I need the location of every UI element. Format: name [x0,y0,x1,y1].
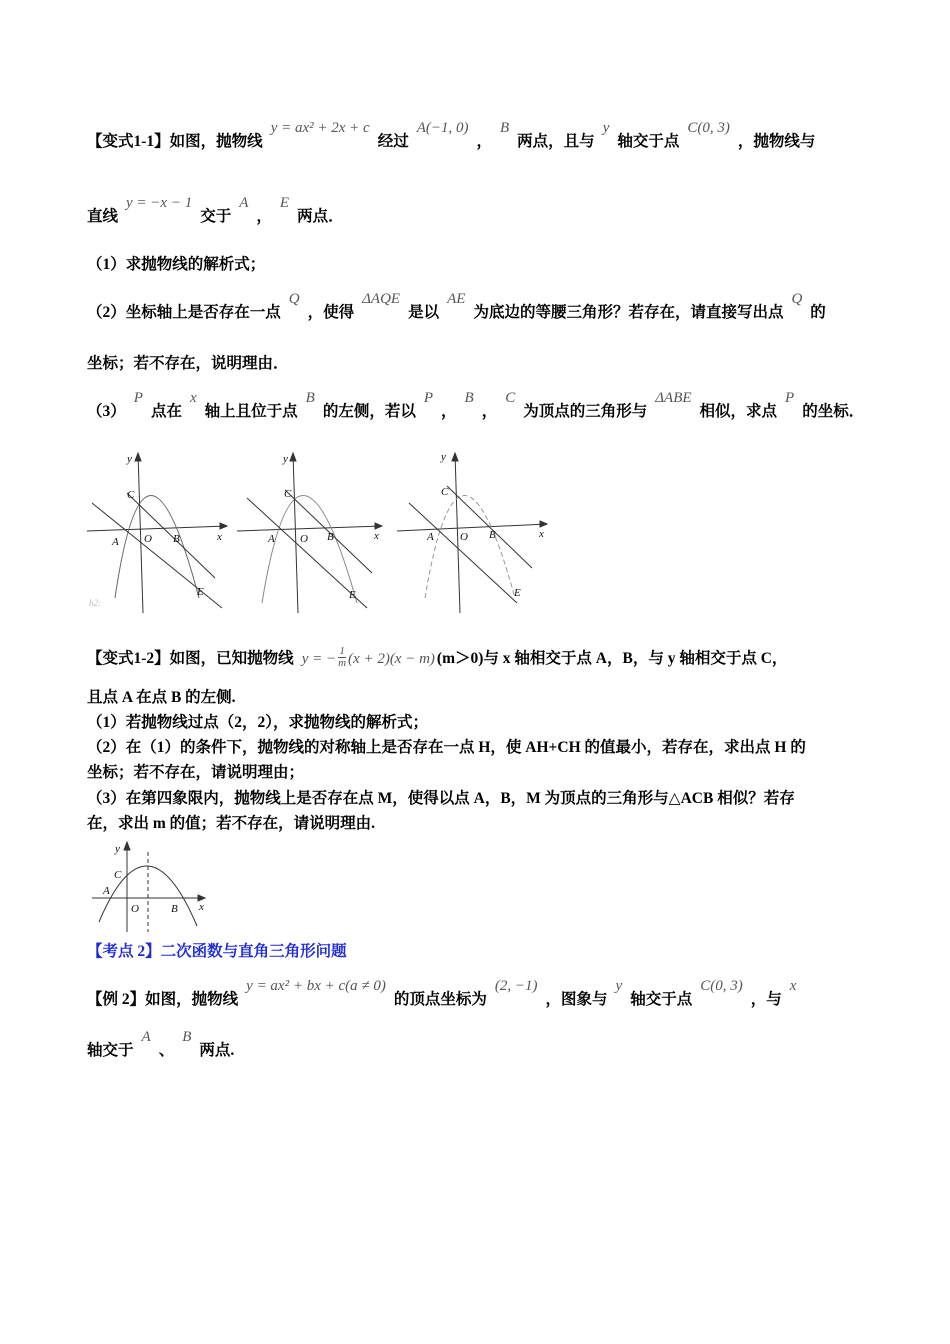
corner-mark: h2: [89,598,101,608]
label-c: C [284,488,292,500]
exercise-1-2-line-1: 【变式1-2】如图，已知抛物线 y = − $\frac{1}{m}$ (x + 2)(x − m) (m＞0)与 x 轴相交于点 A，B，与 y 轴相交于点 C， [87,645,788,669]
label-a: A [427,531,434,543]
label-c: C [441,486,449,498]
label-b: B [173,533,180,545]
label-b: B [327,531,334,543]
x-axis-arrow [375,523,382,529]
graph-3 [397,451,547,613]
label-e: E [349,589,356,601]
x-axis-arrow [220,523,227,529]
question-2-line-1: （2）坐标轴上是否存在一点Q，使得ΔAQE是以AE为底边的等腰三角形？若存在，请直接写出点Q的 [87,291,826,321]
label-x: x [539,528,544,540]
label-x: x [374,530,379,542]
equation-parabola: y = ax² + bx + c(a ≠ 0) [246,978,386,994]
question-2-line-2: 坐标；若不存在，说明理由． [87,355,289,372]
fraction: $\frac{1}{m}$ [338,645,347,669]
label-e: E [197,586,204,598]
label-e: E [514,587,521,599]
y-axis [138,453,143,613]
equation-factors: (x + 2)(x − m) [348,651,435,668]
figure-1-2-graph [87,838,212,934]
y-axis-arrow [135,453,141,461]
example-2-line-1: 【例 2】如图，抛物线y = ax² + bx + c(a ≠ 0)的顶点坐标为(2, −1)，图象与y轴交于点C(0, 3)，与x [87,978,797,1008]
x-axis [87,526,227,531]
label-o: O [144,533,152,545]
example-2-line-2: 轴交于A、B两点. [87,1029,235,1059]
parabola [115,496,199,599]
x-axis [397,524,547,531]
label-c: C [127,489,135,501]
label-b: B [171,903,178,915]
question-3: （3）P点在x轴上且位于点B的左侧，若以P，B，C为顶点的三角形与ΔABE相似，求点P的坐标． [87,390,865,420]
point-a: A(−1, 0) [416,120,469,136]
figure-1-1-graphs [87,448,557,618]
equation-parabola: y = ax² + 2x + c [270,120,370,136]
label-y: y [283,453,288,465]
question-3-line-2: 在，求出 m 的值；若不存在，请说明理由. [87,815,376,832]
label-o: O [460,531,468,543]
y-axis-arrow [290,453,296,461]
line-parallel [447,486,532,568]
label-b: B [489,529,496,541]
topic-heading-2: 【考点 2】二次函数与直角三角形问题 [87,943,347,960]
equation-prefix: y = − [301,651,337,668]
figure-1-2 [87,838,212,934]
exercise-1-1-line-1: 【变式1-1】如图，抛物线y = ax² + 2x + c经过A(−1, 0)，B两点，且与y轴交于点C(0, 3)，抛物线与 [87,120,816,150]
label-x: x [217,531,222,543]
label-c: C [114,869,122,881]
point-c: C(0, 3) [687,120,730,136]
x-axis-arrow [540,521,547,527]
question-1: （1）求抛物线的解析式； [87,256,266,273]
label-o: O [300,533,308,545]
label-a: A [112,536,119,548]
vertex: (2, −1) [494,978,538,994]
y-axis [293,453,298,613]
figure-1-1 [87,448,557,618]
label-y: y [127,453,132,465]
parabola [425,496,515,599]
x-axis [237,526,382,531]
exercise-tag: 【变式1-1】 [87,133,170,150]
y-axis-arrow [452,453,458,461]
label-a: A [268,533,275,545]
question-2-line-1: （2）在（1）的条件下，抛物线的对称轴上是否存在一点 H，使 AH+CH 的值最小，若存在，求出点 H 的 [87,739,806,756]
equation-line: y = −x − 1 [126,195,193,211]
label-o: O [131,903,139,915]
exercise-1-1-line-2: 直线y = −x − 1交于A，E两点． [87,195,344,225]
question-2-line-2: 坐标；若不存在，请说明理由； [87,764,305,781]
graph-2 [237,453,382,613]
point-c: C(0, 3) [700,978,743,994]
exercise-tag: 【变式1-2】 [87,650,170,668]
label-a: A [103,885,110,897]
label-y: y [115,843,120,855]
parabola [262,496,357,604]
question-1: （1）若抛物线过点（2，2），求抛物线的解析式； [87,714,429,731]
y-axis-arrow [124,842,130,850]
graph-1 [87,453,227,613]
example-tag: 【例 2】 [87,991,146,1008]
exercise-1-2-line-2: 且点 A 在点 B 的左侧. [87,689,236,706]
label-y: y [441,451,446,463]
label-x: x [199,901,204,913]
question-3-line-1: （3）在第四象限内，抛物线上是否存在点 M，使得以点 A，B，M 为顶点的三角形与△ACB 相似？若存 [87,790,795,807]
